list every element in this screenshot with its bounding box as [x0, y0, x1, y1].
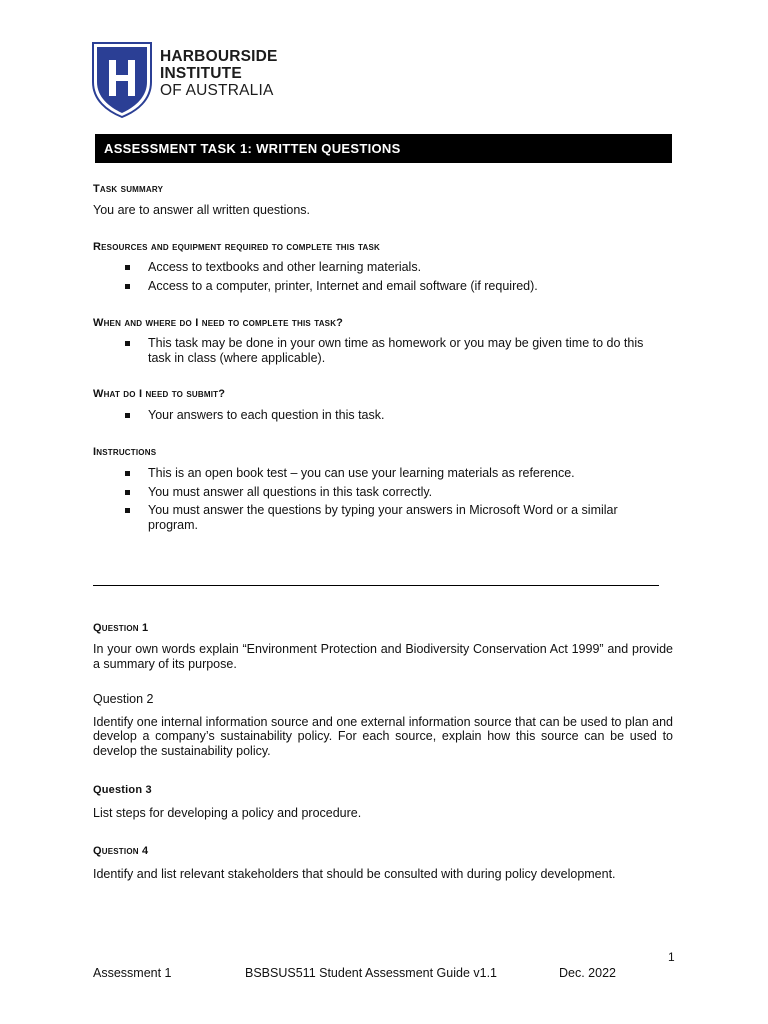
instructions-section	[93, 446, 673, 532]
question-1	[93, 622, 673, 671]
logo-text-line1: HARBOURSIDE	[160, 48, 278, 65]
list-item-text: You must answer all questions in this task correctly.	[148, 484, 433, 499]
list-item	[93, 485, 653, 500]
list-item	[93, 466, 653, 481]
task-summary-text: You are to answer all written questions.	[93, 203, 311, 217]
list-item-text: This task may be done in your own time as homework or you may be given time to do this task in class (where applicable).	[148, 336, 644, 365]
resources-heading: Resources and equipment required to complete this task	[93, 241, 380, 253]
assessment-title-bar: ASSESSMENT TASK 1: WRITTEN QUESTIONS	[95, 134, 672, 163]
question-3	[93, 784, 673, 821]
shield-logo-icon	[92, 42, 152, 118]
footer-left-text: Assessment 1	[93, 966, 172, 980]
question-2-text: Identify one internal information source and one external information source that can be used to plan and develop a company’s sustainability policy. For each source, explain how this source can be used to develop the sustainability policy.	[93, 714, 673, 758]
bullet-icon	[125, 490, 130, 495]
bullet-icon	[125, 284, 130, 289]
submit-heading: What do I need to submit?	[93, 388, 226, 400]
bullet-icon	[125, 471, 130, 476]
list-item	[93, 503, 653, 532]
list-item	[93, 336, 668, 365]
footer-right-text: Dec. 2022	[559, 966, 616, 980]
list-item-text: This is an open book test – you can use your learning materials as reference.	[148, 466, 575, 480]
task-summary-section	[93, 183, 673, 218]
instructions-heading: Instructions	[93, 446, 157, 458]
question-2-label: Question 2	[93, 692, 154, 706]
bullet-icon	[125, 341, 130, 346]
question-1-text: In your own words explain “Environment Protection and Biodiversity Conservation Act 1999” and provide a summary of its purpose.	[93, 642, 673, 671]
list-item	[93, 260, 673, 275]
institute-logo	[92, 42, 278, 118]
section-divider	[93, 585, 659, 586]
question-2	[93, 692, 673, 758]
submit-section	[93, 388, 673, 423]
list-item	[93, 408, 673, 423]
question-3-label: Question 3	[93, 784, 152, 796]
footer-center-text: BSBSUS511 Student Assessment Guide v1.1	[245, 966, 497, 980]
question-3-text: List steps for developing a policy and procedure.	[93, 806, 362, 820]
list-item-text: Access to textbooks and other learning materials.	[148, 260, 422, 274]
question-4-text: Identify and list relevant stakeholders that should be consulted with during policy development.	[93, 867, 616, 881]
list-item-text: Access to a computer, printer, Internet and email software (if required).	[148, 278, 538, 293]
question-1-label: Question 1	[93, 622, 149, 634]
question-4	[93, 845, 673, 882]
list-item-text: You must answer the questions by typing your answers in Microsoft Word or a similar program.	[148, 503, 618, 532]
task-summary-heading: Task summary	[93, 183, 164, 195]
when-where-heading: When and where do I need to complete this task?	[93, 317, 344, 329]
resources-section	[93, 241, 673, 293]
page-number: 1	[668, 950, 675, 964]
question-4-label: Question 4	[93, 845, 149, 857]
list-item	[93, 279, 673, 294]
logo-text-line2: INSTITUTE	[160, 65, 242, 82]
logo-text-line3: OF AUSTRALIA	[160, 82, 274, 99]
list-item-text: Your answers to each question in this task.	[148, 408, 385, 422]
when-where-section	[93, 317, 673, 365]
bullet-icon	[125, 265, 130, 270]
bullet-icon	[125, 508, 130, 513]
bullet-icon	[125, 413, 130, 418]
